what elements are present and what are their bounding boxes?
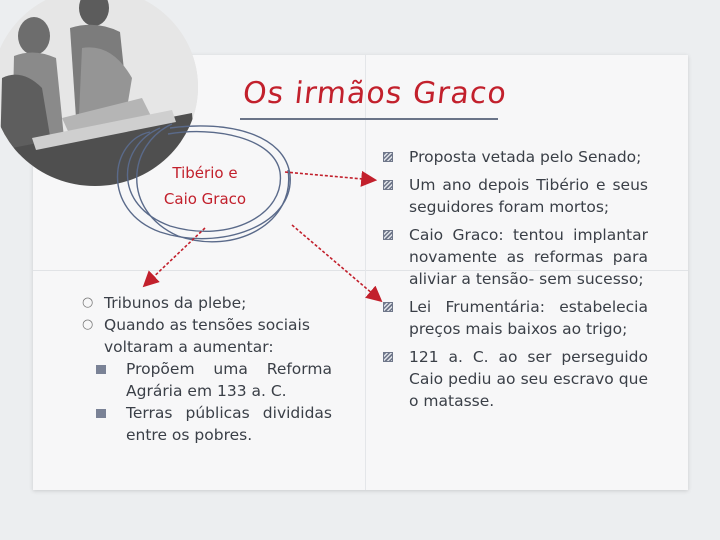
hatched-square-bullet-icon: [383, 230, 393, 240]
left-sub-list: [82, 358, 332, 446]
sub-list-item-text: Terras públicas divididas entre os pobres.: [126, 404, 332, 444]
hatched-square-bullet-icon: [383, 352, 393, 362]
scribble-circle: [118, 124, 291, 242]
hatched-square-bullet-icon: [383, 302, 393, 312]
sub-list-item: [82, 402, 332, 446]
list-item: [383, 224, 648, 290]
list-item-text: Lei Frumentária: estabelecia preços mais baixos ao trigo;: [409, 298, 648, 338]
caption-line-1: Tibério e: [172, 164, 238, 182]
hollow-circle-bullet-icon: ○: [82, 317, 94, 332]
square-bullet-icon: [96, 365, 106, 374]
list-item-text: Quando as tensões sociais voltaram a aumentar:: [104, 316, 310, 356]
list-item-text: Um ano depois Tibério e seus seguidores foram mortos;: [409, 176, 648, 216]
list-item-text: Proposta vetada pelo Senado;: [409, 148, 642, 166]
arrow-to-right-list-top: [285, 172, 374, 180]
right-bullet-list: [383, 146, 648, 418]
list-item: [383, 346, 648, 412]
list-item-text: Caio Graco: tentou implantar novamente as reformas para aliviar a tensão- sem sucesso;: [409, 226, 648, 288]
sub-list-item-text: Propõem uma Reforma Agrária em 133 a. C.: [126, 360, 332, 400]
sub-list-item: [82, 358, 332, 402]
left-bullet-list: [82, 292, 332, 446]
list-item: [82, 314, 332, 358]
list-item: [82, 292, 332, 314]
list-item-text: 121 a. C. ao ser perseguido Caio pediu ao seu escravo que o matasse.: [409, 348, 648, 410]
caption-line-2: Caio Graco: [163, 190, 247, 208]
list-item: [383, 146, 648, 168]
hatched-square-bullet-icon: [383, 180, 393, 190]
hollow-circle-bullet-icon: ○: [82, 295, 94, 310]
page-title: Os irmãos Graco: [241, 76, 509, 111]
list-item: [383, 174, 648, 218]
list-item-text: Tribunos da plebe;: [104, 294, 247, 312]
square-bullet-icon: [96, 409, 106, 418]
list-item: [383, 296, 648, 340]
arrow-to-right-list-middle: [292, 225, 380, 300]
hatched-square-bullet-icon: [383, 152, 393, 162]
